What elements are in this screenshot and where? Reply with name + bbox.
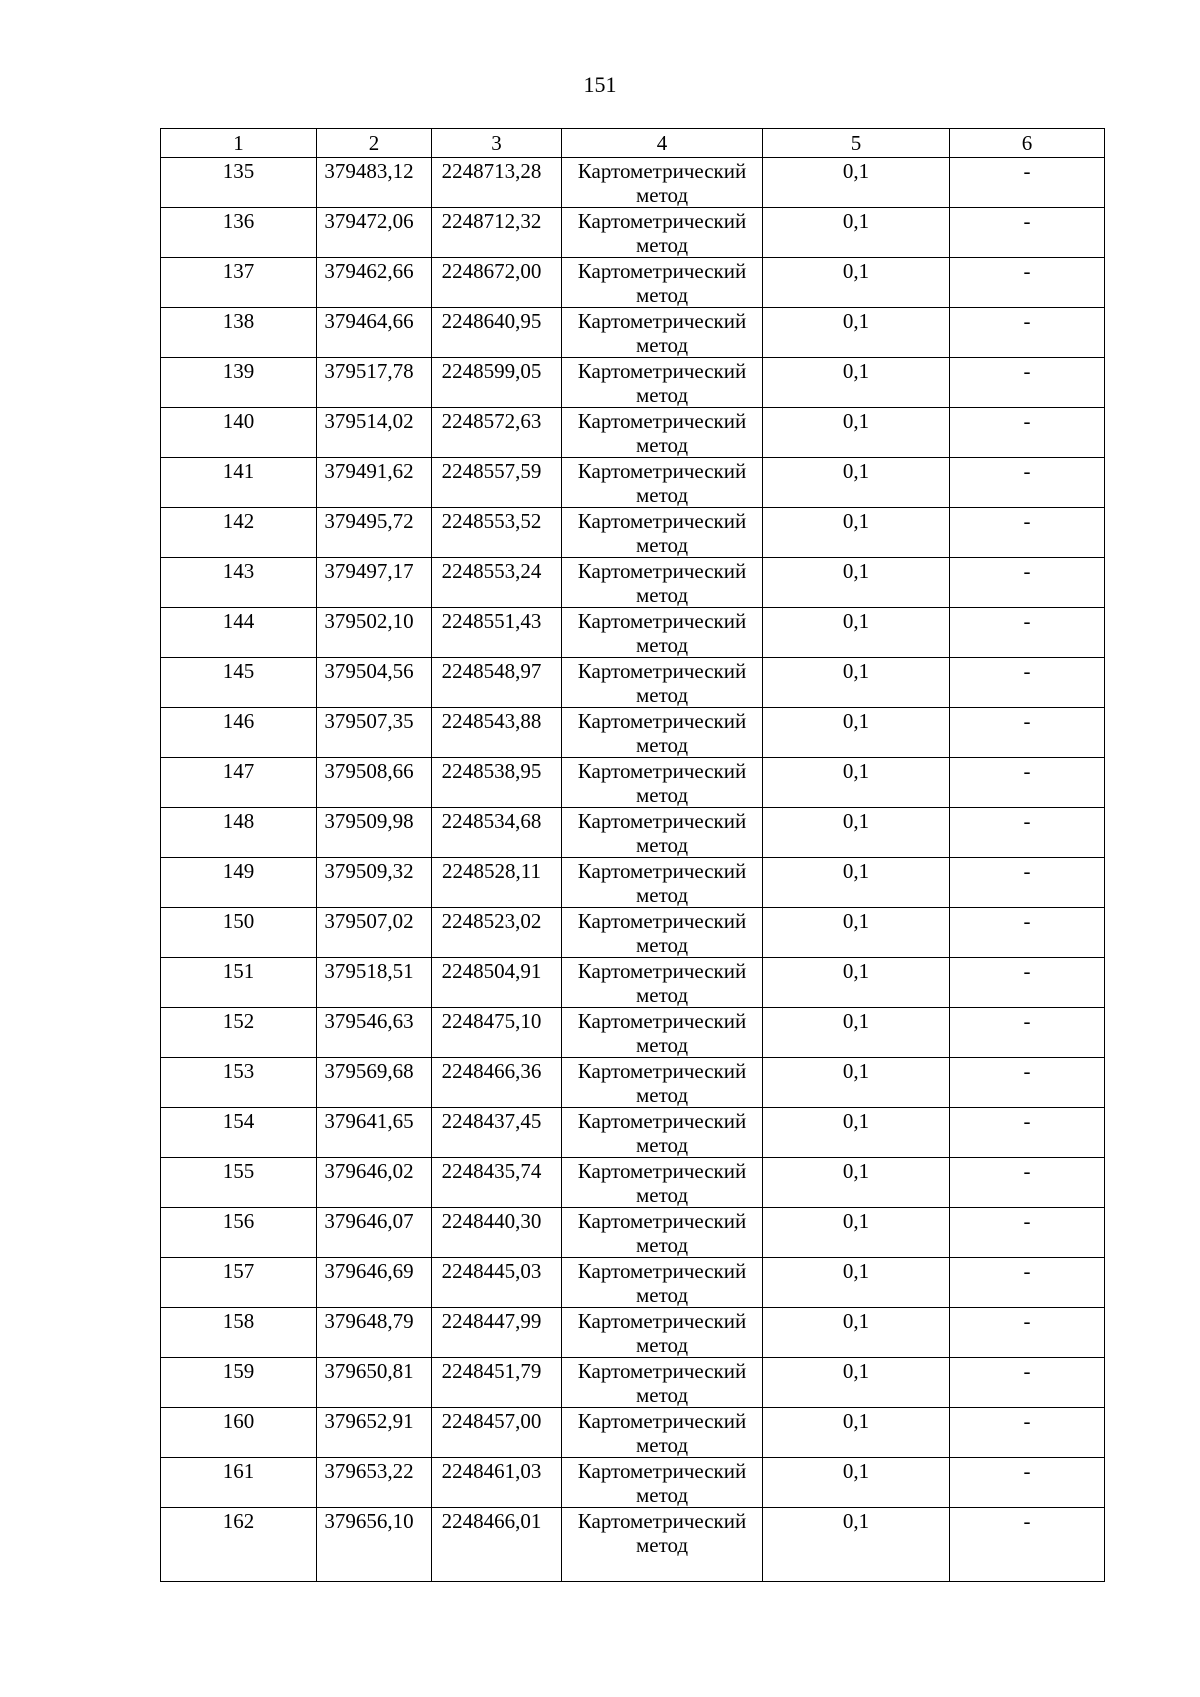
y-coordinate-cell: 2248553,24 — [432, 558, 562, 608]
y-coordinate-cell: 2248504,91 — [432, 958, 562, 1008]
method-cell: Картометрический метод — [562, 1008, 763, 1058]
table-row — [161, 958, 1105, 1008]
table-row — [161, 1008, 1105, 1058]
x-coordinate-cell: 379508,66 — [317, 758, 432, 808]
table-row — [161, 358, 1105, 408]
method-cell: Картометрический метод — [562, 158, 763, 208]
x-coordinate-cell: 379652,91 — [317, 1408, 432, 1458]
y-coordinate-cell: 2248435,74 — [432, 1158, 562, 1208]
table-row — [161, 1458, 1105, 1508]
point-number-cell: 136 — [161, 208, 317, 258]
header-cell: 1 — [161, 129, 317, 158]
y-coordinate-cell: 2248553,52 — [432, 508, 562, 558]
note-cell: - — [950, 508, 1105, 558]
x-coordinate-cell: 379507,02 — [317, 908, 432, 958]
x-coordinate-cell: 379483,12 — [317, 158, 432, 208]
point-number-cell: 150 — [161, 908, 317, 958]
accuracy-cell: 0,1 — [763, 858, 950, 908]
y-coordinate-cell: 2248466,01 — [432, 1508, 562, 1582]
table-row — [161, 258, 1105, 308]
point-number-cell: 146 — [161, 708, 317, 758]
point-number-cell: 160 — [161, 1408, 317, 1458]
x-coordinate-cell: 379507,35 — [317, 708, 432, 758]
note-cell: - — [950, 308, 1105, 358]
table-header-row — [161, 129, 1105, 158]
x-coordinate-cell: 379569,68 — [317, 1058, 432, 1108]
point-number-cell: 149 — [161, 858, 317, 908]
y-coordinate-cell: 2248466,36 — [432, 1058, 562, 1108]
table-row — [161, 558, 1105, 608]
note-cell: - — [950, 458, 1105, 508]
point-number-cell: 154 — [161, 1108, 317, 1158]
y-coordinate-cell: 2248572,63 — [432, 408, 562, 458]
y-coordinate-cell: 2248640,95 — [432, 308, 562, 358]
note-cell: - — [950, 908, 1105, 958]
note-cell: - — [950, 758, 1105, 808]
y-coordinate-cell: 2248440,30 — [432, 1208, 562, 1258]
method-cell: Картометрический метод — [562, 1408, 763, 1458]
y-coordinate-cell: 2248534,68 — [432, 808, 562, 858]
accuracy-cell: 0,1 — [763, 158, 950, 208]
x-coordinate-cell: 379646,69 — [317, 1258, 432, 1308]
table-row — [161, 808, 1105, 858]
method-cell: Картометрический метод — [562, 958, 763, 1008]
table-row — [161, 458, 1105, 508]
method-cell: Картометрический метод — [562, 458, 763, 508]
method-cell: Картометрический метод — [562, 1308, 763, 1358]
method-cell: Картометрический метод — [562, 658, 763, 708]
method-cell: Картометрический метод — [562, 708, 763, 758]
point-number-cell: 151 — [161, 958, 317, 1008]
accuracy-cell: 0,1 — [763, 1408, 950, 1458]
coordinates-table — [160, 128, 1105, 1582]
y-coordinate-cell: 2248461,03 — [432, 1458, 562, 1508]
note-cell: - — [950, 708, 1105, 758]
accuracy-cell: 0,1 — [763, 758, 950, 808]
y-coordinate-cell: 2248543,88 — [432, 708, 562, 758]
note-cell: - — [950, 608, 1105, 658]
y-coordinate-cell: 2248457,00 — [432, 1408, 562, 1458]
x-coordinate-cell: 379646,07 — [317, 1208, 432, 1258]
header-cell: 5 — [763, 129, 950, 158]
accuracy-cell: 0,1 — [763, 1258, 950, 1308]
accuracy-cell: 0,1 — [763, 1008, 950, 1058]
accuracy-cell: 0,1 — [763, 1158, 950, 1208]
note-cell: - — [950, 1108, 1105, 1158]
method-cell: Картометрический метод — [562, 308, 763, 358]
header-cell: 4 — [562, 129, 763, 158]
x-coordinate-cell: 379464,66 — [317, 308, 432, 358]
point-number-cell: 147 — [161, 758, 317, 808]
note-cell: - — [950, 658, 1105, 708]
note-cell: - — [950, 1308, 1105, 1358]
x-coordinate-cell: 379509,32 — [317, 858, 432, 908]
x-coordinate-cell: 379495,72 — [317, 508, 432, 558]
point-number-cell: 148 — [161, 808, 317, 858]
accuracy-cell: 0,1 — [763, 1358, 950, 1408]
note-cell: - — [950, 358, 1105, 408]
note-cell: - — [950, 1358, 1105, 1408]
note-cell: - — [950, 858, 1105, 908]
point-number-cell: 143 — [161, 558, 317, 608]
accuracy-cell: 0,1 — [763, 508, 950, 558]
note-cell: - — [950, 1408, 1105, 1458]
x-coordinate-cell: 379462,66 — [317, 258, 432, 308]
point-number-cell: 152 — [161, 1008, 317, 1058]
table-row — [161, 708, 1105, 758]
y-coordinate-cell: 2248445,03 — [432, 1258, 562, 1308]
y-coordinate-cell: 2248557,59 — [432, 458, 562, 508]
note-cell: - — [950, 1058, 1105, 1108]
y-coordinate-cell: 2248451,79 — [432, 1358, 562, 1408]
y-coordinate-cell: 2248447,99 — [432, 1308, 562, 1358]
page-number: 151 — [583, 72, 617, 97]
accuracy-cell: 0,1 — [763, 1208, 950, 1258]
y-coordinate-cell: 2248712,32 — [432, 208, 562, 258]
point-number-cell: 161 — [161, 1458, 317, 1508]
table-row — [161, 1358, 1105, 1408]
accuracy-cell: 0,1 — [763, 608, 950, 658]
accuracy-cell: 0,1 — [763, 1458, 950, 1508]
table-row — [161, 908, 1105, 958]
point-number-cell: 137 — [161, 258, 317, 308]
x-coordinate-cell: 379514,02 — [317, 408, 432, 458]
y-coordinate-cell: 2248528,11 — [432, 858, 562, 908]
x-coordinate-cell: 379518,51 — [317, 958, 432, 1008]
accuracy-cell: 0,1 — [763, 208, 950, 258]
point-number-cell: 145 — [161, 658, 317, 708]
point-number-cell: 140 — [161, 408, 317, 458]
method-cell: Картометрический метод — [562, 1058, 763, 1108]
accuracy-cell: 0,1 — [763, 258, 950, 308]
y-coordinate-cell: 2248538,95 — [432, 758, 562, 808]
y-coordinate-cell: 2248437,45 — [432, 1108, 562, 1158]
point-number-cell: 139 — [161, 358, 317, 408]
table-row — [161, 308, 1105, 358]
method-cell: Картометрический метод — [562, 1158, 763, 1208]
table-row — [161, 1258, 1105, 1308]
method-cell: Картометрический метод — [562, 1208, 763, 1258]
point-number-cell: 155 — [161, 1158, 317, 1208]
point-number-cell: 158 — [161, 1308, 317, 1358]
point-number-cell: 157 — [161, 1258, 317, 1308]
note-cell: - — [950, 1508, 1105, 1582]
header-cell: 2 — [317, 129, 432, 158]
point-number-cell: 135 — [161, 158, 317, 208]
point-number-cell: 162 — [161, 1508, 317, 1582]
accuracy-cell: 0,1 — [763, 958, 950, 1008]
header-cell: 3 — [432, 129, 562, 158]
method-cell: Картометрический метод — [562, 358, 763, 408]
method-cell: Картометрический метод — [562, 558, 763, 608]
note-cell: - — [950, 1008, 1105, 1058]
note-cell: - — [950, 1208, 1105, 1258]
x-coordinate-cell: 379546,63 — [317, 1008, 432, 1058]
accuracy-cell: 0,1 — [763, 308, 950, 358]
point-number-cell: 159 — [161, 1358, 317, 1408]
x-coordinate-cell: 379641,65 — [317, 1108, 432, 1158]
point-number-cell: 156 — [161, 1208, 317, 1258]
x-coordinate-cell: 379509,98 — [317, 808, 432, 858]
method-cell: Картометрический метод — [562, 908, 763, 958]
x-coordinate-cell: 379491,62 — [317, 458, 432, 508]
method-cell: Картометрический метод — [562, 408, 763, 458]
table-row — [161, 608, 1105, 658]
y-coordinate-cell: 2248551,43 — [432, 608, 562, 658]
note-cell: - — [950, 558, 1105, 608]
note-cell: - — [950, 258, 1105, 308]
table-row — [161, 408, 1105, 458]
table-row — [161, 508, 1105, 558]
method-cell: Картометрический метод — [562, 1358, 763, 1408]
point-number-cell: 141 — [161, 458, 317, 508]
table-row — [161, 658, 1105, 708]
note-cell: - — [950, 408, 1105, 458]
accuracy-cell: 0,1 — [763, 1058, 950, 1108]
accuracy-cell: 0,1 — [763, 908, 950, 958]
method-cell: Картометрический метод — [562, 1458, 763, 1508]
accuracy-cell: 0,1 — [763, 1308, 950, 1358]
y-coordinate-cell: 2248599,05 — [432, 358, 562, 408]
x-coordinate-cell: 379504,56 — [317, 658, 432, 708]
table-row — [161, 158, 1105, 208]
accuracy-cell: 0,1 — [763, 458, 950, 508]
x-coordinate-cell: 379472,06 — [317, 208, 432, 258]
table-row — [161, 1058, 1105, 1108]
x-coordinate-cell: 379650,81 — [317, 1358, 432, 1408]
note-cell: - — [950, 1458, 1105, 1508]
point-number-cell: 144 — [161, 608, 317, 658]
note-cell: - — [950, 208, 1105, 258]
method-cell: Картометрический метод — [562, 608, 763, 658]
method-cell: Картометрический метод — [562, 1108, 763, 1158]
accuracy-cell: 0,1 — [763, 1508, 950, 1582]
point-number-cell: 142 — [161, 508, 317, 558]
table-row — [161, 858, 1105, 908]
note-cell: - — [950, 1258, 1105, 1308]
accuracy-cell: 0,1 — [763, 808, 950, 858]
accuracy-cell: 0,1 — [763, 358, 950, 408]
method-cell: Картометрический метод — [562, 508, 763, 558]
table-row — [161, 758, 1105, 808]
point-number-cell: 138 — [161, 308, 317, 358]
method-cell: Картометрический метод — [562, 208, 763, 258]
note-cell: - — [950, 958, 1105, 1008]
table-row — [161, 1158, 1105, 1208]
table-row — [161, 1508, 1105, 1582]
y-coordinate-cell: 2248672,00 — [432, 258, 562, 308]
x-coordinate-cell: 379653,22 — [317, 1458, 432, 1508]
header-cell: 6 — [950, 129, 1105, 158]
note-cell: - — [950, 158, 1105, 208]
table-row — [161, 1108, 1105, 1158]
x-coordinate-cell: 379656,10 — [317, 1508, 432, 1582]
accuracy-cell: 0,1 — [763, 708, 950, 758]
y-coordinate-cell: 2248475,10 — [432, 1008, 562, 1058]
point-number-cell: 153 — [161, 1058, 317, 1108]
table-row — [161, 1208, 1105, 1258]
accuracy-cell: 0,1 — [763, 658, 950, 708]
x-coordinate-cell: 379648,79 — [317, 1308, 432, 1358]
note-cell: - — [950, 808, 1105, 858]
x-coordinate-cell: 379517,78 — [317, 358, 432, 408]
table-row — [161, 1408, 1105, 1458]
y-coordinate-cell: 2248548,97 — [432, 658, 562, 708]
table-row — [161, 1308, 1105, 1358]
x-coordinate-cell: 379502,10 — [317, 608, 432, 658]
method-cell: Картометрический метод — [562, 808, 763, 858]
method-cell: Картометрический метод — [562, 258, 763, 308]
note-cell: - — [950, 1158, 1105, 1208]
accuracy-cell: 0,1 — [763, 408, 950, 458]
method-cell: Картометрический метод — [562, 1258, 763, 1308]
table-row — [161, 208, 1105, 258]
accuracy-cell: 0,1 — [763, 1108, 950, 1158]
x-coordinate-cell: 379497,17 — [317, 558, 432, 608]
method-cell: Картометрический метод — [562, 758, 763, 808]
y-coordinate-cell: 2248523,02 — [432, 908, 562, 958]
accuracy-cell: 0,1 — [763, 558, 950, 608]
y-coordinate-cell: 2248713,28 — [432, 158, 562, 208]
method-cell: Картометрический метод — [562, 858, 763, 908]
method-cell: Картометрический метод — [562, 1508, 763, 1582]
x-coordinate-cell: 379646,02 — [317, 1158, 432, 1208]
